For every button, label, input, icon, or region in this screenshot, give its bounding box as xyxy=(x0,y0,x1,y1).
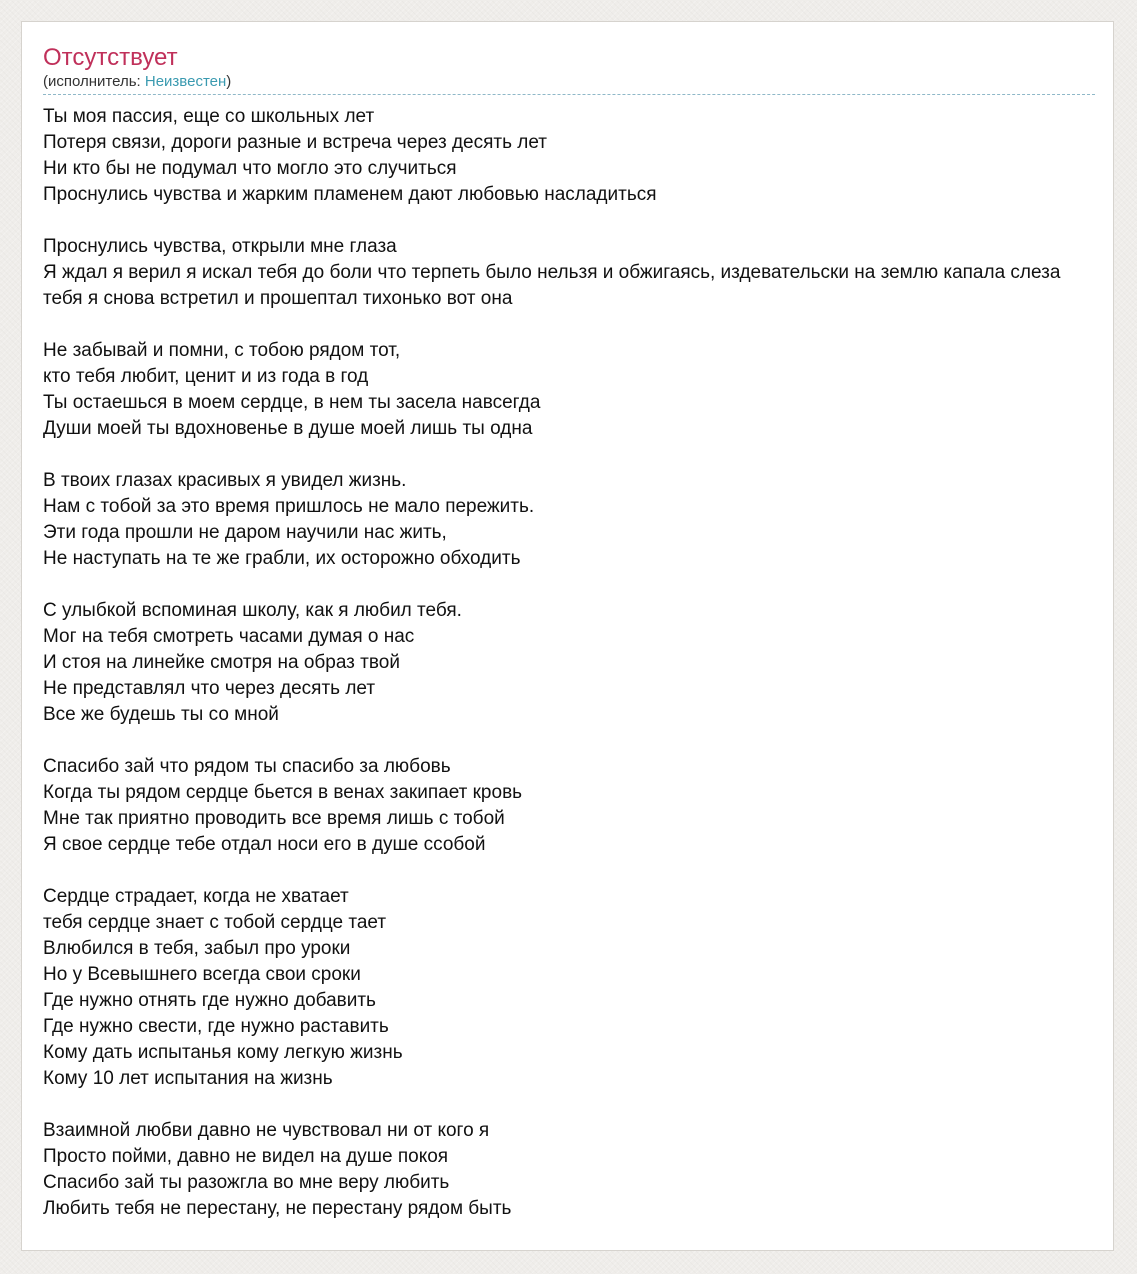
lyric-line: Эти года прошли не даром научили нас жить, xyxy=(43,522,447,543)
lyric-line: Спасибо зай что рядом ты спасибо за любовь xyxy=(43,756,451,777)
lyric-line: Но у Всевышнего всегда свои сроки xyxy=(43,964,361,985)
lyric-line: Кому дать испытанья кому легкую жизнь xyxy=(43,1042,403,1063)
lyric-line: Не забывай и помни, с тобою рядом тот, xyxy=(43,340,401,361)
lyric-line: Проснулись чувства и жарким пламенем дают любовью насладиться xyxy=(43,184,657,205)
lyric-line: Взаимной любви давно не чувствовал ни от кого я xyxy=(43,1120,490,1141)
lyric-line: тебя я снова встретил и прошептал тихонько вот она xyxy=(43,288,513,309)
title-divider xyxy=(43,94,1095,95)
lyric-line: Просто пойми, давно не видел на душе покоя xyxy=(43,1146,449,1167)
lyric-line: Все же будешь ты со мной xyxy=(43,704,279,725)
stanza xyxy=(43,468,1060,572)
lyric-line: И стоя на линейке смотря на образ твой xyxy=(43,652,400,673)
song-title: Отсутствует xyxy=(43,44,178,71)
stanza xyxy=(43,754,1060,858)
lyric-line: Спасибо зай ты разожгла во мне веру любить xyxy=(43,1172,450,1193)
lyric-line: Души моей ты вдохновенье в душе моей лишь ты одна xyxy=(43,418,533,439)
stanza xyxy=(43,234,1060,312)
lyric-line: Где нужно свести, где нужно раставить xyxy=(43,1016,389,1037)
lyric-line: Любить тебя не перестану, не перестану рядом быть xyxy=(43,1198,512,1219)
stanza xyxy=(43,104,1060,208)
artist-link[interactable]: Неизвестен xyxy=(144,73,227,90)
lyric-line: Проснулись чувства, открыли мне глаза xyxy=(43,236,397,257)
lyric-line: Потеря связи, дороги разные и встреча через десять лет xyxy=(43,132,548,153)
lyrics-card xyxy=(21,21,1114,1251)
lyric-line: Мог на тебя смотреть часами думая о нас xyxy=(43,626,415,647)
artist-suffix: ) xyxy=(226,73,232,90)
stanza xyxy=(43,884,1060,1092)
lyric-line: Влюбился в тебя, забыл про уроки xyxy=(43,938,351,959)
stanza xyxy=(43,1118,1060,1222)
stanza xyxy=(43,338,1060,442)
lyric-line: Где нужно отнять где нужно добавить xyxy=(43,990,376,1011)
lyric-line: кто тебя любит, ценит и из года в год xyxy=(43,366,369,387)
lyric-line: Я ждал я верил я искал тебя до боли что терпеть было нельзя и обжигаясь, издевательски на землю капала слеза xyxy=(43,262,1061,283)
lyric-line: С улыбкой вспоминая школу, как я любил тебя. xyxy=(43,600,462,621)
lyrics-text xyxy=(43,104,1060,1248)
lyric-line: Нам с тобой за это время пришлось не мало пережить. xyxy=(43,496,535,517)
lyric-line: Ты моя пассия, еще со школьных лет xyxy=(43,106,375,127)
lyric-line: тебя сердце знает с тобой сердце тает xyxy=(43,912,387,933)
lyric-line: В твоих глазах красивых я увидел жизнь. xyxy=(43,470,407,491)
lyric-line: Не наступать на те же грабли, их осторожно обходить xyxy=(43,548,521,569)
stanza xyxy=(43,598,1060,728)
lyric-line: Я свое сердце тебе отдал носи его в душе ссобой xyxy=(43,834,486,855)
artist-line xyxy=(43,73,231,91)
lyric-line: Мне так приятно проводить все время лишь с тобой xyxy=(43,808,505,829)
lyric-line: Ни кто бы не подумал что могло это случиться xyxy=(43,158,457,179)
lyric-line: Ты остаешься в моем сердце, в нем ты засела навсегда xyxy=(43,392,541,413)
lyric-line: Когда ты рядом сердце бьется в венах закипает кровь xyxy=(43,782,523,803)
lyric-line: Сердце страдает, когда не хватает xyxy=(43,886,349,907)
artist-prefix: (исполнитель: xyxy=(43,73,145,90)
lyric-line: Не представлял что через десять лет xyxy=(43,678,376,699)
lyric-line: Кому 10 лет испытания на жизнь xyxy=(43,1068,333,1089)
